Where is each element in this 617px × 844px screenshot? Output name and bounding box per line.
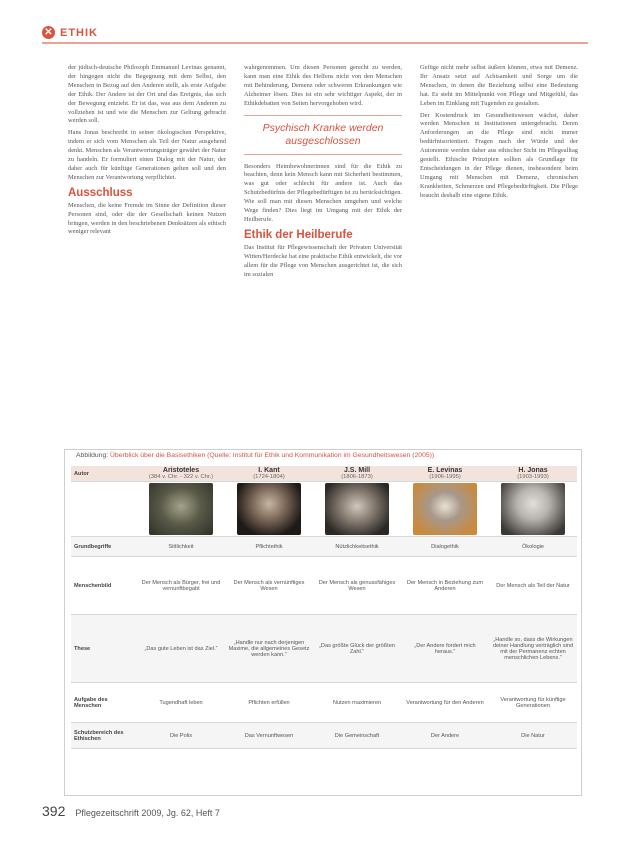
table-row: Aufgabe des Menschen Tugendhaft leben Pflichten erfüllen Nutzen maximieren Verantwortung für den Anderen Verantwortung für künftige Generationen [71, 683, 577, 723]
mill-portrait [325, 483, 389, 535]
x-badge-icon: ✕ [42, 26, 55, 39]
table-row: Menschenbild Der Mensch als Bürger, frei und vernunftbegabt Der Mensch als vernünftiges Wesen Der Mensch als genussfähiges Wesen Der Mensch in Beziehung zum Anderen Der Mensch als Teil der Natur [71, 557, 577, 615]
section-header [42, 26, 98, 39]
aristotle-bust-portrait [149, 483, 213, 535]
section-title: ETHIK [60, 26, 98, 39]
table-header-label: Autor [71, 466, 137, 482]
paragraph: Das Institut für Pflegewissenschaft der Privaten Universität Witten/Herdecke hat eine praktische Ethik entwickelt, die vor allem für die Pflege von Menschen ausgerichtet ist, die sich im sozialen [244, 243, 402, 278]
text-column-1 [68, 64, 226, 240]
table-row: Grundbegriffe Sittlichkeit Pflichtethik Nützlichkeitsethik Dialogethik Ökologie [71, 537, 577, 557]
table-header-row [71, 466, 577, 482]
journal-source: Pflegezeitschrift 2009, Jg. 62, Heft 7 [75, 808, 220, 818]
paragraph: Gefüge nicht mehr selbst äußern können, etwa mit Demenz. Ihr Ansatz setzt auf Achtsamkeit und Sorge um die Menschen, in denen die Beziehung selbst eine Bedeutung hat. Es steht im Mittelpunkt von Pflege und Mitgefühl, das Leben im Einklang mit Tugenden zu gestalten. [420, 64, 578, 107]
paragraph: Hans Jonas beschreibt in seiner ökologischen Perspektive, indem er sich vom Menschen als Teil der Natur ausgehend denkt. Menschen als Verantwortungsträger gewährt der Natur zu handeln. Er formuliert einen Dialog mit der Natur, der daher auch für künftige Generationen gelten soll und den Menschen zur Verantwortung verpflichtet. [68, 129, 226, 181]
heading-ethik-der-heilberufe: Ethik der Heilberufe [244, 228, 353, 241]
pull-quote: Psychisch Kranke werden ausgeschlossen [244, 115, 402, 155]
page-number: 392 [42, 803, 66, 819]
table-row: Schutzbereich des Ethischen Die Polis Das Vernunftwesen Die Gemeinschaft Der Andere Die Natur [71, 723, 577, 749]
portrait-row [71, 482, 577, 537]
text-column-3 [420, 64, 578, 204]
author-header: Aristoteles (384 v. Chr. - 322 v. Chr.) [137, 466, 225, 482]
paragraph: Menschen, die keine Fremde im Sinne der Definition dieser Personen sind, oder die der Gesellschaft keinen Nutzen bringen, werden in den beschriebenen Denksätzen als ethisch weniger relevant [68, 201, 226, 236]
paragraph: der jüdisch-deutsche Philosoph Emmanuel Levinas genannt, der hingegen nicht die Begegnung mit dem Selbst, den Menschen in Bezug auf den Anderen stellt, als erste Aufgabe der Ethik. Der Andere ist der Ort und das Ereignis, das sich der Bewegung entzieht. Er ist das, was aus dem Anderen zu vollziehen ist und wie die Menschen zur Geltung gebracht werden soll. [68, 64, 226, 125]
author-header: J.S. Mill (1806-1873) [313, 466, 401, 482]
page-footer [42, 803, 220, 819]
heading-ausschluss: Ausschluss [68, 186, 133, 199]
figure-caption: Abbildung: Überblick über die Basisethiken (Quelle: Institut für Ethik und Kommunikation im Gesundheitswesen (2005)) [76, 452, 435, 459]
paragraph: Der Kostendruck im Gesundheitswesen wächst, daher werden Menschen in Institutionen untergebracht. Deren Anforderungen an die Pflege sind nicht immer bedürfnisorientiert. Fragen nach der Würde und der Autonomie werden daher aus ethischer Sicht im Pflegealltag gestellt. Ethische Prinzipien sollten als Grundlage für Entscheidungen in der Pflege dienen, insbesondere beim Umgang mit Menschen mit Demenz, chronischen Krankheiten, Schmerzen und Pflegebedürftigkeit. Die Pflege braucht deshalb eine eigene Ethik. [420, 111, 578, 199]
levinas-portrait [413, 483, 477, 535]
kant-portrait [237, 483, 301, 535]
text-column-2 [244, 64, 402, 282]
jonas-portrait [501, 483, 565, 535]
table-row: These „Das gute Leben ist das Ziel.“ „Handle nur nach derjenigen Maxime, die allgemeines Gesetz werden kann.“ „Das größte Glück der größten Zahl.“ „Der Andere fordert mich heraus.“ „Handle so, dass die Wirkungen deiner Handlung verträglich sind mit der Permanenz echten menschlichen Lebens.“ [71, 615, 577, 683]
author-header: I. Kant (1724-1804) [225, 466, 313, 482]
header-divider [42, 42, 588, 44]
author-header: E. Levinas (1906-1995) [401, 466, 489, 482]
paragraph: wahrgenommen. Um diesen Personen gerecht zu werden, kann man eine Ethik des Helfens nicht von den Menschen mit Behinderung, Demenz oder schweren Erkrankungen wie Alzheimer lösen. Dies ist ein sehr wichtiger Aspekt, der in Ethikdebatten von Seiten hervorgehoben wird. [244, 64, 402, 107]
author-header: H. Jonas (1903-1993) [489, 466, 577, 482]
paragraph: Besonders Heimbewohnerinnen sind für die Ethik zu beachten, denn kein Mensch kann mit Sicherheit bestimmen, was gut oder schlecht für andere ist. Auch das Schutzbedürfnis der Pflegebedürftigen ist zu berücksichtigen. Wie soll man mit diesen Menschen umgehen und welche Wege finden? Dies liegt im Umgang mit der Ethik der Heilberufe. [244, 162, 402, 223]
basis-ethics-table [71, 466, 577, 749]
